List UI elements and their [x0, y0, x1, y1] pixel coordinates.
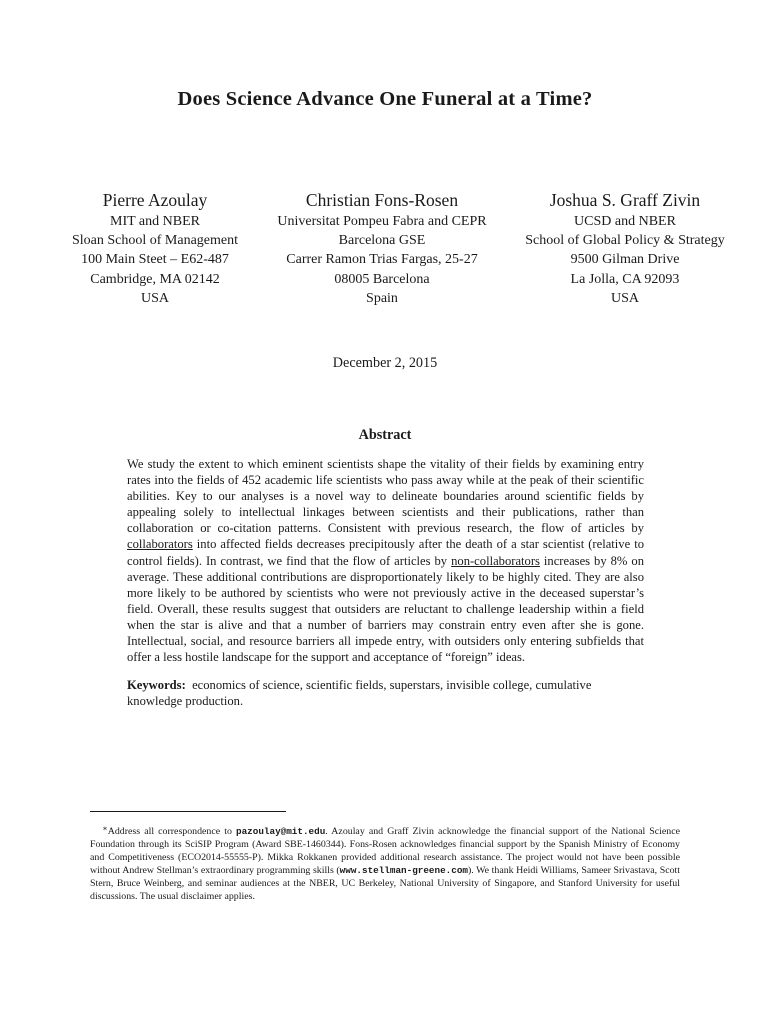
author-country: Spain [366, 290, 398, 306]
keywords [127, 677, 644, 709]
footnote-marker: ∗ [102, 824, 108, 833]
footnote-url-link[interactable]: www.stellman-greene.com [339, 865, 468, 877]
footnote-rule [90, 811, 286, 812]
keywords-text: economics of science, scientific fields, superstars, invisible college, cumulative knowledge production. [127, 678, 592, 709]
abstract-underlined-term: non-collaborators [451, 553, 540, 568]
keywords-label: Keywords: [127, 678, 186, 692]
author-block-azoulay [55, 188, 255, 308]
author-affiliation: Universitat Pompeu Fabra and CEPR [277, 214, 487, 229]
author-name: Pierre Azoulay [102, 190, 208, 210]
author-name: Joshua S. Graff Zivin [549, 190, 701, 210]
footnote-text: . Azoulay and Graff Zivin acknowledge the financial support of the National Science Foundation through its SciSIP Program (Award SBE-1460344). Fons-Rosen acknowledges financial support by the Spanish Ministry of Economy and Competitiveness (ECO2014-55555-P). Mikka Rokkanen provided additional research assistance. The project would not have been possible without Andrew Stellman’s extraordinary programming skills ( [90, 826, 681, 877]
abstract-underlined-term: collaborators [127, 537, 193, 552]
author-affiliation: MIT and NBER [110, 214, 200, 229]
footnote [90, 822, 680, 904]
author-address: 9500 Gilman Drive [570, 252, 680, 268]
footnote-text: ). We thank Heidi Williams, Sameer Srivastava, Scott Stern, Bruce Weinberg, and seminar audiences at the NBER, UC Berkeley, National University of Singapore, and Stanford University for useful discussions. The usual disclaimer applies. [90, 865, 680, 903]
author-address: La Jolla, CA 92093 [570, 271, 680, 287]
author-country: USA [610, 290, 639, 306]
author-block-graff-zivin [511, 188, 739, 308]
author-address: 100 Main Steet – E62-487 [81, 252, 229, 268]
abstract-text: We study the extent to which eminent scientists shape the vitality of their fields by examining entry rates into the fields of 452 academic life scientists who pass away while at the peak of their scientific abilities. Key to our analyses is a novel way to delineate boundaries around scientific fields by appealing solely to intellectual linkages between scientists and their publications, rather than collaboration or co-citation patterns. Consistent with previous research, the flow of articles by [127, 457, 644, 536]
author-affiliation: Barcelona GSE [338, 233, 426, 249]
abstract-text: into affected fields decreases precipitously after the death of a star scientist (relative to control fields). In contrast, we find that the flow of articles by [127, 537, 644, 568]
author-country: USA [140, 290, 169, 306]
abstract-text: increases by 8% on average. These additional contributions are disproportionately likely to be highly cited. They are also more likely to be authored by scientists who were not previously active in the deceased superstar’s field. Overall, these results suggest that outsiders are reluctant to challenge leadership within a field when the star is alive and that a number of barriers may constrain entry even after she is gone. Intellectual, social, and resource barriers all impede entry, with outsiders only entering subfields that offer a less hostile landscape for the support and acceptance of “foreign” ideas. [127, 553, 644, 665]
author-affiliation: UCSD and NBER [574, 214, 676, 229]
paper-date: December 2, 2015 [332, 355, 438, 371]
footnote-email-link[interactable]: pazoulay@mit.edu [236, 826, 326, 837]
abstract-heading: Abstract [358, 427, 412, 443]
author-block-fons-rosen [255, 188, 509, 308]
abstract-body [127, 456, 644, 665]
author-address: 08005 Barcelona [334, 271, 430, 287]
author-address: Carrer Ramon Trias Fargas, 25-27 [286, 252, 478, 268]
author-affiliation: School of Global Policy & Strategy [525, 233, 725, 249]
author-address: Cambridge, MA 02142 [90, 271, 220, 287]
footnote-text: Address all correspondence to [107, 826, 237, 837]
author-affiliation: Sloan School of Management [71, 233, 239, 249]
author-name: Christian Fons-Rosen [305, 190, 459, 210]
paper-title: Does Science Advance One Funeral at a Time? [177, 88, 593, 110]
